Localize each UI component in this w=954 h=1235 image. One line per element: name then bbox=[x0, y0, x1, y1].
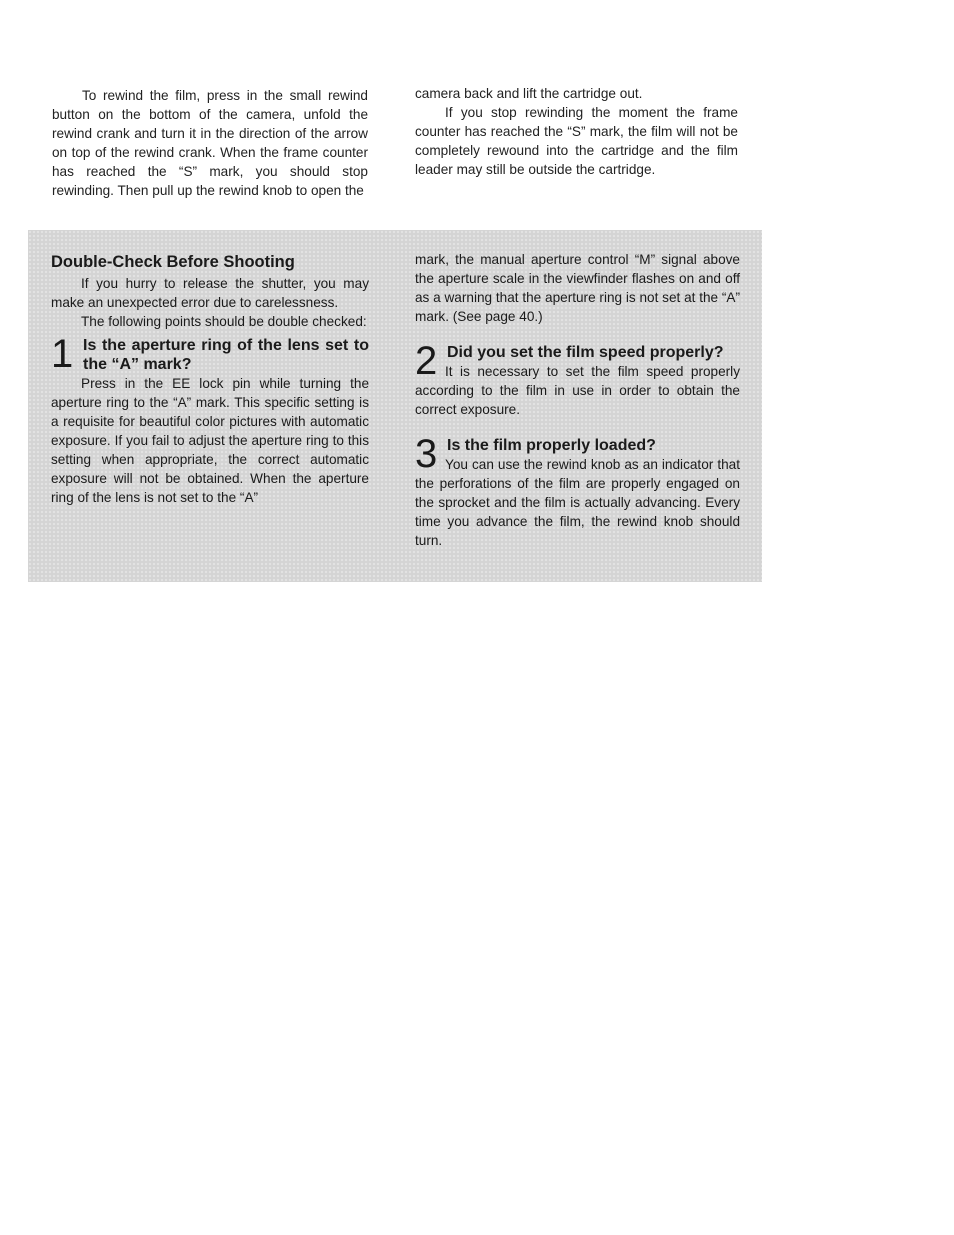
check-item-heading: Did you set the film speed properly? bbox=[447, 344, 724, 361]
rewind-instructions-column-right bbox=[415, 84, 738, 179]
intro-paragraph-2: The following points should be double checked: bbox=[81, 314, 367, 329]
check-item-number: 3 bbox=[415, 432, 438, 476]
check-item-3 bbox=[415, 432, 740, 550]
check-item-body: Press in the EE lock pin while turning the aperture ring to the “A” mark. This specific setting is a requisite for beautiful color pictures with automatic exposure. If you fail to adjust the aperture ring to this setting when appropriate, the correct automatic exposure will not be obtained. When the aperture ring of the lens is not set to the “A” bbox=[51, 376, 369, 505]
check-item-body: It is necessary to set the film speed properly according to the film in use in order to obtain the correct exposure. bbox=[415, 364, 740, 417]
rewind-paragraph-continued: camera back and lift the cartridge out. bbox=[415, 86, 643, 101]
check-item-2 bbox=[415, 339, 740, 419]
check-item-number: 1 bbox=[51, 332, 74, 376]
section-title: Double-Check Before Shooting bbox=[51, 253, 295, 271]
intro-paragraph: If you hurry to release the shutter, you may make an unexpected error due to carelessness. bbox=[51, 276, 369, 310]
check-item-number: 2 bbox=[415, 339, 438, 383]
rewind-paragraph: To rewind the film, press in the small rewind button on the bottom of the camera, unfold the rewind crank and turn it in the direction of the arrow on top of the rewind crank. When the frame counter has reached the “S” mark, you should stop rewinding. Then pull up the rewind knob to open the bbox=[52, 88, 368, 198]
double-check-panel bbox=[28, 230, 762, 582]
double-check-column-left bbox=[51, 252, 369, 507]
check-item-heading: Is the film properly loaded? bbox=[447, 437, 656, 454]
rewind-warning-paragraph: If you stop rewinding the moment the frame counter has reached the “S” mark, the film will not be completely rewound into the cartridge and the film leader may still be outside the cartridge. bbox=[415, 105, 738, 177]
check-item-heading: Is the aperture ring of the lens set to the “A” mark? bbox=[83, 337, 369, 373]
check-item-1 bbox=[51, 332, 369, 507]
rewind-instructions-column-left bbox=[52, 86, 368, 200]
check-item-1-continuation: mark, the manual aperture control “M” signal above the aperture scale in the viewfinder flashes on and off as a warning that the aperture ring is not set at the “A” mark. (See page 40.) bbox=[415, 252, 740, 324]
double-check-column-right bbox=[415, 250, 740, 550]
check-item-body: You can use the rewind knob as an indicator that the perforations of the film are properly engaged on the sprocket and the film is actually advancing. Every time you advance the film, the rewind knob should turn. bbox=[415, 457, 740, 548]
